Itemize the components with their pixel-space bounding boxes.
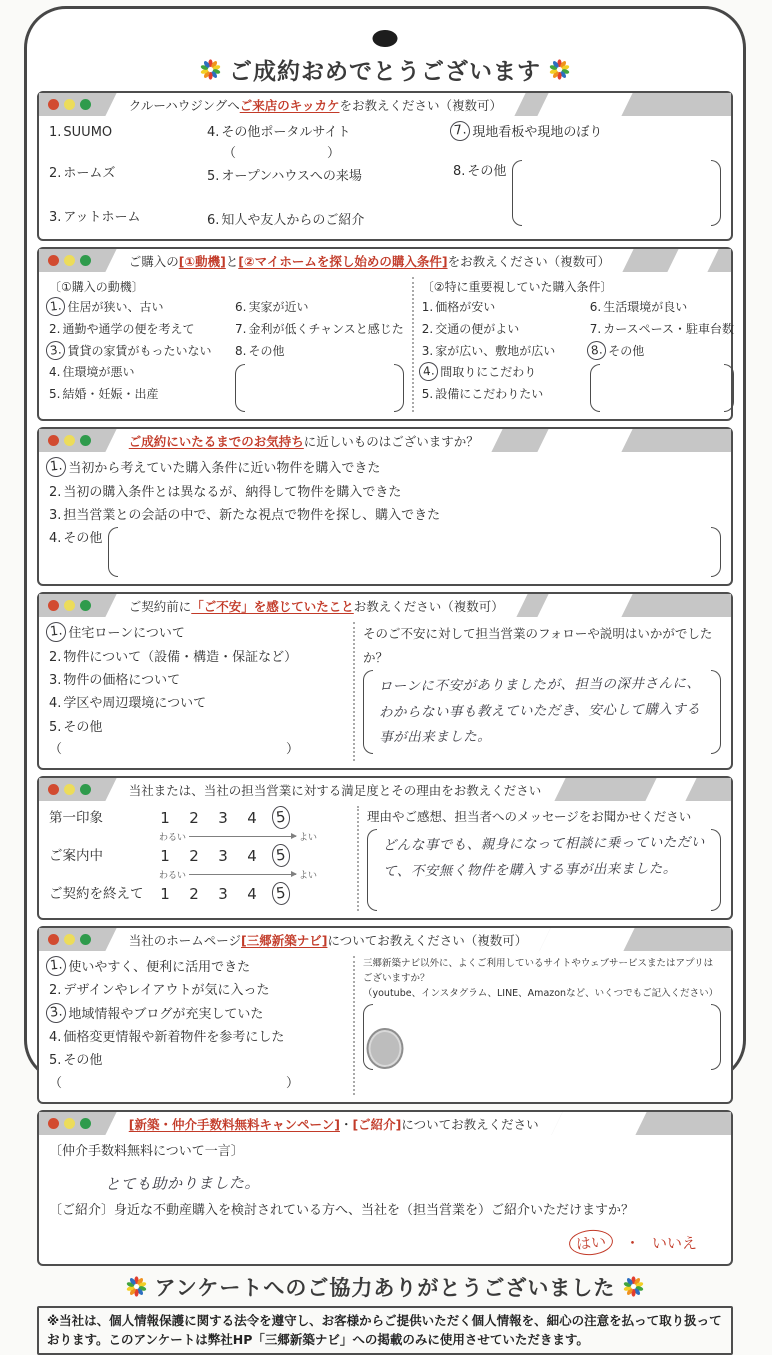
scale-arrow — [189, 874, 296, 875]
rating-5[interactable]: 5 — [271, 844, 291, 869]
header-text: お教えください（複数可） — [354, 598, 505, 614]
section-concerns — [37, 592, 733, 770]
rating-row — [49, 806, 349, 829]
section-visit-trigger — [37, 91, 733, 241]
header-blank-tab — [537, 594, 632, 617]
option-label: 当初の購入条件とは異なるが、納得して物件を購入できた — [63, 484, 402, 500]
fill-in-parens[interactable] — [49, 1073, 299, 1095]
divider — [412, 277, 414, 412]
option[interactable] — [49, 206, 207, 229]
option-label: 金利が低くチャンスと感じた — [248, 321, 404, 336]
option[interactable] — [49, 457, 721, 480]
option-label: 担当営業との会話の中で、新たな視点で物件を探し、購入できた — [63, 507, 441, 523]
section-header — [39, 778, 731, 801]
rating-3[interactable]: 3 — [218, 808, 228, 827]
thanks-title-text: アンケートへのご協力ありがとうございました — [154, 1275, 616, 1300]
choice-yes[interactable]: はい — [568, 1228, 614, 1257]
rating-4[interactable]: 4 — [247, 808, 257, 827]
option-label: その他 — [63, 531, 103, 547]
option[interactable] — [590, 341, 734, 363]
handwritten-answer[interactable]: とても助かりました。 — [104, 1173, 261, 1193]
other-services-question: 三郷新築ナビ以外に、よくご利用しているサイトやウェブサービスまたはアプリはございますか？ — [363, 957, 714, 985]
option-number: 5. — [49, 719, 62, 735]
header-text-red: [ご紹介] — [352, 1116, 402, 1132]
option[interactable] — [49, 481, 721, 504]
option[interactable] — [453, 160, 506, 226]
section-title-tab — [105, 594, 527, 617]
bracket-right — [724, 364, 734, 412]
fill-in-parens[interactable] — [49, 739, 299, 761]
option-number: 4. — [49, 531, 62, 547]
option-label: 現地看板や現地のぼり — [472, 125, 603, 140]
rating-row — [49, 844, 349, 867]
option-label: 賃貸の家賃がもったいない — [67, 343, 212, 358]
comment-question: 理由やご感想、担当者へのメッセージをお聞かせください — [367, 809, 692, 825]
scale-low-label: わるい — [159, 833, 187, 844]
rating-2[interactable]: 2 — [189, 884, 199, 903]
survey-form — [37, 53, 733, 1355]
scale-high-label: よい — [298, 833, 317, 844]
option[interactable] — [422, 362, 590, 384]
option-label: デザインやレイアウトが気に入った — [63, 983, 270, 999]
window-dots-icon — [48, 435, 91, 446]
window-dots-icon — [48, 934, 91, 945]
option-label: 住宅ローンについて — [68, 626, 185, 642]
option-number: 3. — [45, 1002, 67, 1024]
option[interactable] — [49, 527, 102, 577]
followup-question: そのご不安に対して担当営業のフォローや説明はいかがでしたか？ — [363, 626, 713, 666]
bracket-right — [394, 364, 404, 412]
option[interactable] — [49, 646, 345, 669]
bracket-left — [108, 527, 118, 577]
option[interactable] — [49, 622, 345, 645]
option-number: 1. — [45, 456, 67, 478]
option-number: 1. — [45, 296, 66, 317]
option-label: 通勤や通学の便を考えて — [62, 321, 195, 336]
option-number: 8. — [453, 164, 466, 180]
section-header — [39, 594, 731, 617]
option[interactable] — [49, 504, 721, 527]
rating-scale — [159, 868, 317, 881]
options-column — [207, 121, 453, 232]
option-number: 4. — [49, 1030, 62, 1046]
flower-icon — [200, 59, 221, 80]
option[interactable] — [235, 341, 404, 363]
header-text: についてお教えください（複数可） — [327, 932, 528, 948]
option[interactable] — [49, 297, 235, 319]
answer-area[interactable] — [512, 160, 721, 226]
section-title-tab — [105, 249, 634, 272]
answer-area[interactable] — [108, 527, 721, 577]
answer-area[interactable] — [367, 829, 721, 911]
rating-1[interactable]: 1 — [160, 884, 170, 903]
header-text: と — [226, 253, 239, 269]
bracket-left — [367, 829, 377, 911]
rating-2[interactable]: 2 — [189, 846, 199, 865]
option-label: その他ポータルサイト — [221, 125, 351, 140]
option-number: 2. — [49, 983, 62, 999]
window-dots-icon — [48, 784, 91, 795]
option-number: 3. — [421, 343, 434, 358]
option-number: 2. — [49, 649, 62, 665]
header-text: ご契約前に — [129, 598, 192, 614]
section-title-tab — [105, 429, 502, 452]
section-header — [39, 249, 731, 272]
answer-area[interactable] — [590, 364, 734, 412]
scale-high-label: よい — [298, 871, 317, 882]
window-dots-icon — [48, 255, 91, 266]
option-number: 8. — [586, 340, 607, 361]
section-title-tab — [105, 928, 551, 951]
option-number: 3. — [49, 209, 62, 225]
camera-icon — [373, 30, 398, 47]
options-column — [49, 956, 345, 1095]
option-number: 5. — [49, 1053, 62, 1069]
page-title — [37, 53, 733, 86]
option[interactable] — [235, 319, 404, 341]
rating-label: ご案内中 — [49, 847, 103, 864]
header-text-red: ご成約にいたるまでのお気持ち — [129, 433, 305, 449]
bracket-left — [512, 160, 522, 226]
option-label: オープンハウスへの来場 — [221, 169, 362, 185]
option-label: 住居が狭い、古い — [67, 300, 164, 315]
option-number: 2. — [421, 321, 434, 336]
answer-area[interactable] — [235, 364, 404, 412]
bracket-right — [711, 1004, 721, 1070]
option-label: 実家が近い — [248, 300, 309, 315]
option-number: 3. — [49, 507, 62, 523]
option-number: 4. — [49, 696, 62, 712]
option-label: その他 — [467, 164, 507, 180]
bracket-right — [711, 160, 721, 226]
option-label: ホームズ — [63, 166, 116, 182]
header-text-red: ご来店のキッカケ — [239, 97, 340, 113]
header-text-red: [①動機] — [179, 253, 227, 269]
section-header — [39, 93, 731, 116]
option-number: 1. — [45, 955, 67, 977]
option[interactable] — [207, 121, 453, 144]
header-text: 当社のホームページ — [129, 932, 242, 948]
option[interactable] — [49, 162, 207, 185]
rating-column — [49, 806, 349, 911]
header-text: をお教えください（複数可） — [339, 97, 503, 113]
option[interactable] — [49, 319, 235, 341]
header-text: に近しいものはございますか？ — [304, 433, 480, 449]
header-blank-tab — [537, 93, 632, 116]
option-label: SUUMO — [63, 125, 113, 140]
option-label: その他 — [63, 1053, 103, 1069]
conditions-group — [422, 277, 734, 412]
option-number: 7. — [235, 321, 247, 336]
option-label: 物件の価格について — [63, 673, 181, 689]
option[interactable] — [422, 297, 590, 319]
option-number: 2. — [49, 484, 62, 500]
referral-choices — [49, 1230, 697, 1255]
window-dots-icon — [48, 99, 91, 110]
followup-column — [363, 622, 721, 761]
window-dots-icon — [48, 600, 91, 611]
option-label: 価格変更情報や新着物件を参考にした — [63, 1030, 285, 1046]
fill-in-parens[interactable]: （ ） — [223, 146, 341, 162]
option[interactable] — [49, 692, 345, 715]
header-text-red: [②マイホームを探し始めの購入条件] — [238, 253, 448, 269]
paren-open: （ — [49, 1075, 63, 1091]
option-number: 4. — [49, 365, 61, 380]
option-number: 1. — [49, 125, 62, 140]
comment-column — [367, 806, 721, 911]
header-text: クルーハウジングへ — [129, 97, 240, 113]
option-label: 住環境が悪い — [62, 365, 135, 380]
option-label: 学区や周辺環境について — [63, 696, 207, 712]
option[interactable] — [49, 341, 235, 363]
bracket-right — [711, 527, 721, 577]
paren-open: （ — [49, 742, 63, 758]
divider — [353, 622, 355, 761]
option[interactable] — [590, 319, 734, 341]
rating-row — [49, 882, 349, 905]
section-purchase-motive — [37, 247, 733, 421]
option-number: 7. — [449, 120, 471, 142]
flower-icon — [623, 1276, 644, 1297]
header-blank-tab — [667, 249, 718, 272]
bracket-right — [711, 670, 721, 754]
option[interactable] — [235, 297, 404, 319]
window-dots-icon — [48, 1118, 91, 1129]
option-label: アットホーム — [63, 209, 141, 225]
option-label: 知人や友人からのご紹介 — [221, 212, 365, 228]
option-number: 5. — [49, 386, 61, 401]
section-satisfaction — [37, 776, 733, 920]
option[interactable] — [49, 669, 345, 692]
option[interactable] — [49, 384, 235, 406]
option-label: 設備にこだわりたい — [435, 386, 544, 401]
rating-5[interactable]: 5 — [271, 882, 291, 907]
option-number: 1. — [45, 621, 67, 643]
option[interactable] — [49, 956, 345, 979]
rating-5[interactable]: 5 — [271, 806, 291, 831]
option[interactable] — [422, 384, 590, 406]
option[interactable] — [422, 319, 590, 341]
answer-area[interactable] — [363, 1004, 721, 1070]
option-label: カースペース・駐車台数 — [603, 321, 734, 336]
home-button[interactable] — [367, 1028, 404, 1069]
option-number: 7. — [589, 321, 602, 336]
option-label: 価格が安い — [435, 300, 496, 315]
option-label: 使いやすく、便利に活用できた — [68, 959, 251, 975]
handwritten-answer: どんな事でも、親身になって相談に乗っていただいて、不安無く物件を購入する事が出来ました。 — [382, 834, 705, 880]
divider — [353, 956, 355, 1095]
option-number: 6. — [207, 212, 220, 228]
handwritten-answer: ローンに不安がありましたが、担当の深井さんに、わからない事も教えていただき、安心して購入する事が出来ました。 — [378, 675, 701, 746]
section-header — [39, 1112, 731, 1135]
header-text: ・ — [340, 1116, 353, 1132]
option-number: 3. — [45, 340, 66, 361]
option-number: 1. — [421, 300, 434, 315]
option-label: 当初から考えていた購入条件に近い物件を購入できた — [68, 461, 381, 477]
paren-close: ） — [285, 742, 299, 758]
section-header — [39, 429, 731, 452]
option[interactable] — [49, 362, 235, 384]
header-text: についてお教えください — [401, 1116, 539, 1132]
rating-4[interactable]: 4 — [247, 846, 257, 865]
option[interactable] — [422, 341, 590, 363]
header-text: をお教えください（複数可） — [447, 253, 611, 269]
header-blank-tab — [551, 1112, 646, 1135]
section-feelings — [37, 427, 733, 586]
option-number: 3. — [49, 673, 62, 689]
option[interactable] — [49, 1049, 345, 1072]
option[interactable] — [207, 209, 453, 232]
section-title-tab — [105, 1112, 562, 1135]
rating-3[interactable]: 3 — [218, 846, 228, 865]
rating-4[interactable]: 4 — [247, 884, 257, 903]
scale-arrow — [189, 836, 296, 837]
thanks-title — [37, 1272, 733, 1302]
section-title-tab — [105, 778, 565, 801]
option[interactable] — [453, 121, 721, 144]
option-number: 4. — [207, 125, 220, 140]
options-column — [453, 121, 721, 232]
section-header — [39, 928, 731, 951]
fee-free-comment-label: 〔仲介手数料無料について一言〕 — [49, 1143, 244, 1159]
option-number: 6. — [589, 300, 602, 315]
rating-label: ご契約を終えて — [49, 885, 144, 902]
option-label: 結婚・妊娠・出産 — [62, 386, 159, 401]
header-text-red: 「ご不安」を感じていたこと — [191, 598, 355, 614]
rating-scale — [159, 830, 317, 843]
scale-low-label: わるい — [159, 871, 187, 882]
rating-2[interactable]: 2 — [189, 808, 199, 827]
option[interactable] — [49, 1026, 345, 1049]
option[interactable] — [207, 165, 453, 188]
page-title-text: ご成約おめでとうございます — [229, 59, 541, 85]
other-services-examples: （youtube、インスタグラム、LINE、Amazonなど、いくつでもご記入ください） — [363, 988, 719, 1000]
section-homepage — [37, 926, 733, 1104]
option-label: その他 — [63, 719, 103, 735]
option-label: 間取りにこだわり — [440, 365, 537, 380]
rating-3[interactable]: 3 — [218, 884, 228, 903]
option-number: 5. — [421, 386, 434, 401]
option-label: 物件について（設備・構造・保証など） — [63, 649, 298, 665]
bracket-left — [235, 364, 245, 412]
choice-separator: ・ — [624, 1233, 640, 1252]
header-text-red: [三郷新築ナビ] — [241, 932, 328, 948]
option-label: 家が広い、敷地が広い — [435, 343, 556, 358]
option-number: 2. — [49, 321, 61, 336]
section-title-tab — [105, 93, 525, 116]
option[interactable] — [49, 121, 207, 144]
header-blank-tab — [645, 778, 696, 801]
option-label: 地域情報やブログが充実していた — [68, 1006, 264, 1022]
header-blank-tab — [537, 429, 632, 452]
group-title: 〔②特に重要視していた購入条件〕 — [421, 279, 613, 294]
choice-no[interactable]: いいえ — [651, 1233, 697, 1252]
option-number: 4. — [418, 361, 439, 382]
header-blank-tab — [540, 928, 635, 951]
paren-close: ） — [285, 1075, 299, 1091]
option-label: 生活環境が良い — [603, 300, 688, 315]
privacy-disclaimer: ※当社は、個人情報保護に関する法令を遵守し、お客様からご提供いただく個人情報を、細心の注意を払って取り扱っております。このアンケートは弊社HP「三郷新築ナビ」への掲載のみに使用させていただきます。 — [37, 1306, 733, 1355]
header-text: ご購入の — [129, 253, 180, 269]
option-label: その他 — [608, 343, 645, 358]
option-number: 2. — [49, 166, 62, 182]
option[interactable] — [49, 1003, 345, 1026]
option[interactable] — [49, 716, 345, 739]
option[interactable] — [49, 979, 345, 1002]
flower-icon — [549, 59, 570, 80]
header-text-red: [新築・仲介手数料無料キャンペーン] — [129, 1116, 341, 1132]
bracket-right — [711, 829, 721, 911]
options-column — [49, 121, 207, 232]
bracket-left — [590, 364, 600, 412]
referral-question: 〔ご紹介〕身近な不動産購入を検討されている方へ、当社を（担当営業を）ご紹介いただけますか？ — [49, 1203, 635, 1219]
options-column — [49, 622, 345, 761]
flower-icon — [126, 1276, 147, 1297]
option-label: その他 — [248, 343, 285, 358]
bracket-left — [363, 670, 373, 754]
option-number: 6. — [235, 300, 247, 315]
tablet-frame — [24, 6, 746, 1347]
header-text: 当社または、当社の担当営業に対する満足度とその理由をお教えください — [129, 782, 542, 798]
option-number: 8. — [235, 343, 247, 358]
option-number: 5. — [207, 169, 220, 185]
section-campaign-referral — [37, 1110, 733, 1266]
answer-area[interactable] — [363, 670, 721, 754]
option-label: 交通の便がよい — [435, 321, 520, 336]
group-title: 〔①購入の動機〕 — [49, 279, 144, 294]
option[interactable] — [590, 297, 734, 319]
rating-1[interactable]: 1 — [160, 808, 170, 827]
rating-1[interactable]: 1 — [160, 846, 170, 865]
rating-label: 第一印象 — [49, 809, 103, 826]
motive-group — [49, 277, 404, 412]
other-services-column — [363, 956, 721, 1095]
divider — [357, 806, 359, 911]
